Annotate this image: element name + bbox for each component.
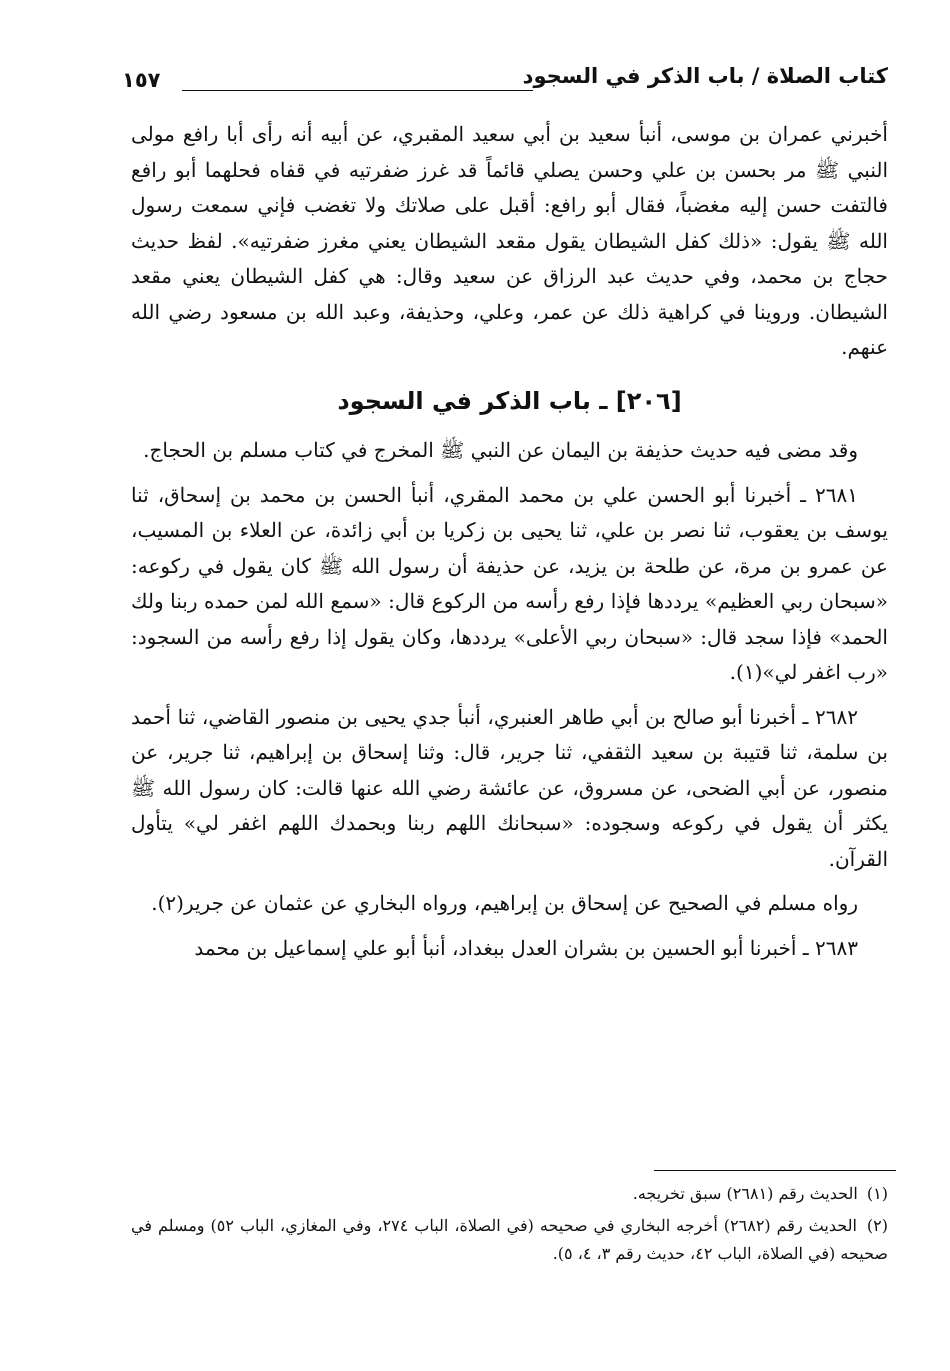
header-rule (182, 90, 533, 91)
page-number: ١٥٧ (122, 68, 161, 92)
footnote-2 (131, 1212, 888, 1268)
footnote-text: الحديث رقم (٢٦٨١) سبق تخريجه. (632, 1184, 858, 1203)
running-head: كتاب الصلاة / باب الذكر في السجود (522, 64, 888, 88)
chapter-title: [٢٠٦] ـ باب الذكر في السجود (337, 386, 682, 415)
footnote-text: الحديث رقم (٢٦٨٢) أخرجه البخاري في صحيحه (في الصلاة، الباب ٢٧٤، وفي المغازي، الباب ٥٢) ومسلم في صحيحه (في الصلاة، الباب ٤٢، حديث رقم ٣، ٤، ٥). (131, 1216, 888, 1263)
footnote-1 (131, 1180, 888, 1208)
page-header (122, 60, 888, 96)
footnote-rule (654, 1170, 896, 1171)
footnote-number: (١) (866, 1184, 888, 1203)
main-text (131, 117, 888, 966)
paragraph-2: وقد مضى فيه حديث حذيفة بن اليمان عن النبي ﷺ المخرج في كتاب مسلم بن الحجاج. (143, 438, 858, 462)
hadith-2682: ٢٦٨٢ ـ أخبرنا أبو صالح بن أبي طاهر العنبري، أنبأ جدي يحيى بن منصور القاضي، ثنا أحمد بن سلمة، ثنا قتيبة بن سعيد الثقفي، ثنا جرير، قال: وثنا إسحاق بن إبراهيم، ثنا جرير، عن منصور، عن أبي الضحى، عن مسروق، عن عائشة رضي الله عنها قالت: كان رسول الله ﷺ يكثر أن يقول في ركوعه وسجوده: «سبحانك اللهم ربنا وبحمدك اللهم اغفر لي» يتأول القرآن. (131, 704, 888, 871)
paragraph-1: أخبرني عمران بن موسى، أنبأ سعيد بن أبي سعيد المقبري، عن أبيه أنه رأى أبا رافع مولى النبي ﷺ مر بحسن بن علي وحسن يصلي قائماً قد غرز ضفرتيه في قفاه فحلهما أبو رافع فالتفت حسن إليه مغضباً، فقال أبو رافع: أقبل على صلاتك ولا تغضب فإني سمعت رسول الله ﷺ يقول: «ذلك كفل الشيطان يقول مقعد الشيطان يعني مغرز ضفرتيه». لفظ حديث حجاج بن محمد، وفي حديث عبد الرزاق عن سعيد وقال: هي كفل الشيطان يعني مقعد الشيطان. وروينا في كراهية ذلك عن عمر، وعلي، وحذيفة، وعبد الله بن مسعود رضي الله عنهم. (131, 122, 888, 359)
hadith-2681: ٢٦٨١ ـ أخبرنا أبو الحسن علي بن محمد المقري، أنبأ الحسن بن محمد بن إسحاق، ثنا يوسف بن يعقوب، ثنا نصر بن علي، ثنا يحيى بن زكريا بن أبي زائدة، عن العلاء بن المسيب، عن عمرو بن مرة، عن طلحة بن يزيد، عن حذيفة أن رسول الله ﷺ كان يقول في ركوعه: «سبحان ربي العظيم» يرددها فإذا رفع رأسه من الركوع قال: «سمع الله لمن حمده ربنا ولك الحمد» فإذا سجد قال: «سبحان ربي الأعلى» يرددها، وكان يقول إذا رفع رأسه من السجود: «رب اغفر لي»(١). (131, 482, 888, 684)
paragraph-riwayah: رواه مسلم في الصحيح عن إسحاق بن إبراهيم، ورواه البخاري عن عثمان عن جرير(٢). (151, 891, 858, 915)
footnotes (131, 1180, 888, 1272)
footnote-number: (٢) (866, 1216, 888, 1235)
hadith-2683: ٢٦٨٣ ـ أخبرنا أبو الحسين بن بشران العدل ببغداد، أنبأ أبو علي إسماعيل بن محمد (194, 935, 858, 960)
